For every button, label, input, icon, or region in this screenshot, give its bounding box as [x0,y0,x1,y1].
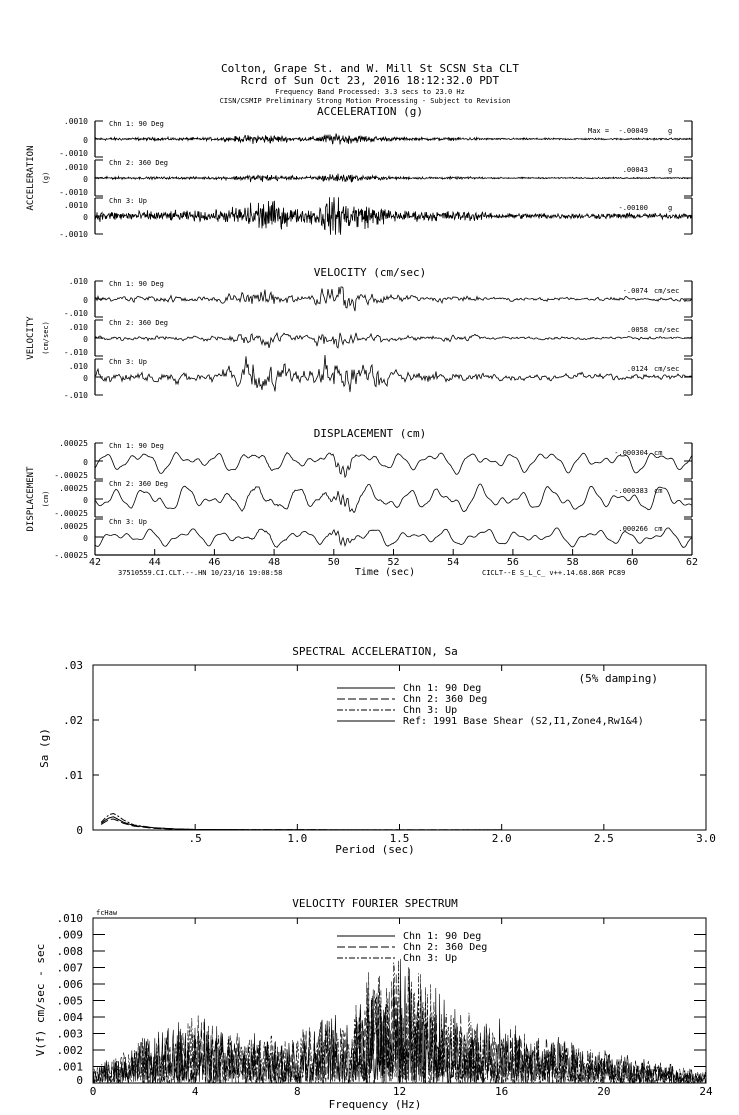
y-tick-label: .02 [63,714,83,727]
y-axis-label: ACCELERATION [26,145,36,211]
channel-label: Chn 2: 360 Deg [109,319,169,327]
x-tick-label: 24 [699,1085,713,1098]
y-tick-label: .010 [56,912,83,925]
max-value: -.0074 [622,287,648,295]
y-tick-label: .010 [68,362,88,371]
y-tick-label: -.0010 [59,149,88,158]
y-tick-label: -.0010 [59,230,88,239]
waveform-trace [95,355,692,392]
legend-label: Chn 1: 90 Deg [403,931,482,942]
channel-label: Chn 3: Up [109,197,147,205]
waveform-trace [95,287,692,311]
y-axis-label: Sa (g) [38,728,51,768]
legend-label: Chn 2: 360 Deg [403,694,488,705]
max-value: .00043 [622,166,648,174]
panel-title: DISPLACEMENT (cm) [313,427,427,440]
y-tick-label: -.010 [63,309,88,318]
spectrum-line-1 [101,817,502,830]
y-tick-label: .007 [56,961,83,975]
max-value: .0124 [626,365,648,373]
waveform-trace [95,197,692,234]
y-tick-label: -.010 [63,348,88,357]
header-record: Rcrd of Sun Oct 23, 2016 18:12:32.0 PDT [240,74,500,87]
y-tick-label: -.00025 [54,471,88,480]
x-tick-label: 44 [148,557,161,568]
x-tick-label: 1.5 [389,832,410,845]
y-tick-label: .00025 [59,439,88,448]
max-value: -.000304 [614,449,648,457]
y-tick-label: 0 [83,175,88,184]
waveform-trace [95,333,692,348]
y-tick-label: .005 [56,994,83,1008]
x-tick-label: 2.5 [593,832,614,845]
y-tick-label: -.00025 [54,509,88,518]
y-tick-label: .03 [63,659,83,672]
y-tick-label: .003 [56,1027,83,1041]
max-unit: g [668,204,673,212]
panel-title: SPECTRAL ACCELERATION, Sa [292,645,458,658]
y-tick-label: 0 [76,824,83,837]
x-tick-label: 4 [191,1085,199,1098]
y-tick-label: .010 [68,323,88,332]
y-tick-label: -.0010 [59,188,88,197]
max-value: .0058 [626,326,648,334]
max-unit: cm [654,487,663,495]
x-tick-label: 60 [626,557,639,568]
max-unit: g [668,166,673,174]
x-tick-label: 48 [268,557,281,568]
x-tick-label: .5 [188,832,202,845]
max-value: -.000383 [614,487,648,495]
max-unit: cm [654,525,663,533]
x-axis-label: Frequency (Hz) [328,1098,422,1111]
legend-label: Chn 3: Up [403,705,458,716]
channel-label: Chn 1: 90 Deg [109,120,164,128]
y-axis-unit: (cm) [42,490,50,508]
y-tick-label: 0 [76,1074,83,1087]
y-tick-label: 0 [83,496,88,505]
spectrum-line-2 [101,819,502,830]
max-value: .000266 [618,525,648,533]
legend-label: Ref: 1991 Base Shear (S2,I1,Zone4,Rw1&4) [403,716,644,727]
x-tick-label: 8 [294,1085,301,1098]
x-tick-label: 2.0 [491,832,512,845]
x-tick-label: 12 [392,1085,407,1098]
channel-label: Chn 1: 90 Deg [109,280,164,288]
max-unit: cm [654,449,663,457]
channel-label: Chn 1: 90 Deg [109,442,164,450]
channel-label: Chn 3: Up [109,358,147,366]
y-tick-label: 0 [83,136,88,145]
y-axis-label: VELOCITY [26,316,36,360]
max-unit: cm/sec [654,326,680,334]
y-axis-label: DISPLACEMENT [26,466,36,532]
y-tick-label: .002 [56,1044,83,1057]
legend-label: Chn 3: Up [403,953,458,964]
x-tick-label: 20 [597,1085,611,1098]
y-tick-label: 0 [83,296,88,305]
x-tick-label: 54 [447,557,460,568]
corner-label: fcHaw [96,909,118,917]
x-axis-label: Time (sec) [354,567,416,578]
x-tick-label: 0 [89,1085,97,1098]
y-axis-unit: (g) [42,171,50,185]
x-tick-label: 58 [566,557,579,568]
channel-label: Chn 3: Up [109,518,147,526]
y-tick-label: 0 [83,335,88,344]
waveform-trace [95,134,692,145]
y-tick-label: .0010 [63,163,88,172]
y-tick-label: .006 [56,978,83,991]
y-tick-label: -.010 [63,391,88,400]
plot-frame [93,665,706,830]
y-tick-label: .001 [56,1060,83,1074]
header-band: Frequency Band Processed: 3.3 secs to 23.0 Hz [275,88,465,96]
max-unit: cm/sec [654,365,680,373]
plot-layer [26,105,716,1111]
waveform-trace [95,174,692,183]
y-tick-label: .0010 [63,117,88,126]
x-tick-label: 16 [495,1085,509,1098]
y-axis-label: V(f) cm/sec - sec [34,943,47,1057]
y-tick-label: .004 [56,1011,83,1024]
x-tick-label: 56 [506,557,519,568]
x-tick-label: 62 [685,557,699,568]
y-tick-label: .00025 [59,484,88,493]
footer-right: CICLT--E S_L_C_ v++.14.68.86R PC89 [482,569,626,577]
legend-label: Chn 1: 90 Deg [403,683,482,694]
legend-label: Chn 2: 360 Deg [403,942,488,953]
panel-title: VELOCITY FOURIER SPECTRUM [292,897,458,910]
max-value: -.00049 [618,127,648,135]
x-axis-label: Period (sec) [335,843,415,856]
x-tick-label: 50 [327,557,340,568]
y-tick-label: .00025 [59,522,88,531]
damping-note: (5% damping) [578,672,658,685]
panel-title: VELOCITY (cm/sec) [313,266,427,279]
waveform-trace [95,484,692,513]
header-disclaimer: CISN/CSMIP Preliminary Strong Motion Processing - Subject to Revision [219,97,511,105]
y-tick-label: .008 [56,945,83,958]
x-tick-label: 3.0 [696,832,716,845]
y-tick-label: 0 [83,534,88,543]
max-unit: g [668,127,673,135]
y-tick-label: .0010 [63,201,88,210]
x-tick-label: 42 [88,557,102,568]
y-tick-label: 0 [83,213,88,222]
y-tick-label: .01 [63,769,83,782]
waveform-trace [95,528,692,548]
panel-title: ACCELERATION (g) [317,105,423,118]
max-prefix: Max = [588,127,610,135]
header-station: Colton, Grape St. and W. Mill St SCSN Sta CLT [220,62,520,75]
max-unit: cm/sec [654,287,680,295]
x-tick-label: 1.0 [287,832,308,845]
channel-label: Chn 2: 360 Deg [109,480,169,488]
y-tick-label: .009 [56,928,83,942]
x-tick-label: 52 [387,557,400,568]
waveform-trace [95,452,692,477]
spectrum-line-3 [101,814,502,830]
y-tick-label: 0 [83,458,88,467]
y-tick-label: .010 [68,277,88,286]
y-axis-unit: (cm/sec) [42,321,50,355]
x-tick-label: 46 [208,557,221,568]
footer-left: 37510559.CI.CLT.--.HN 10/23/16 19:08:58 [118,569,283,577]
channel-label: Chn 2: 360 Deg [109,159,169,167]
max-value: -.00100 [618,204,648,212]
y-tick-label: -.00025 [54,551,88,560]
y-tick-label: 0 [83,374,88,383]
